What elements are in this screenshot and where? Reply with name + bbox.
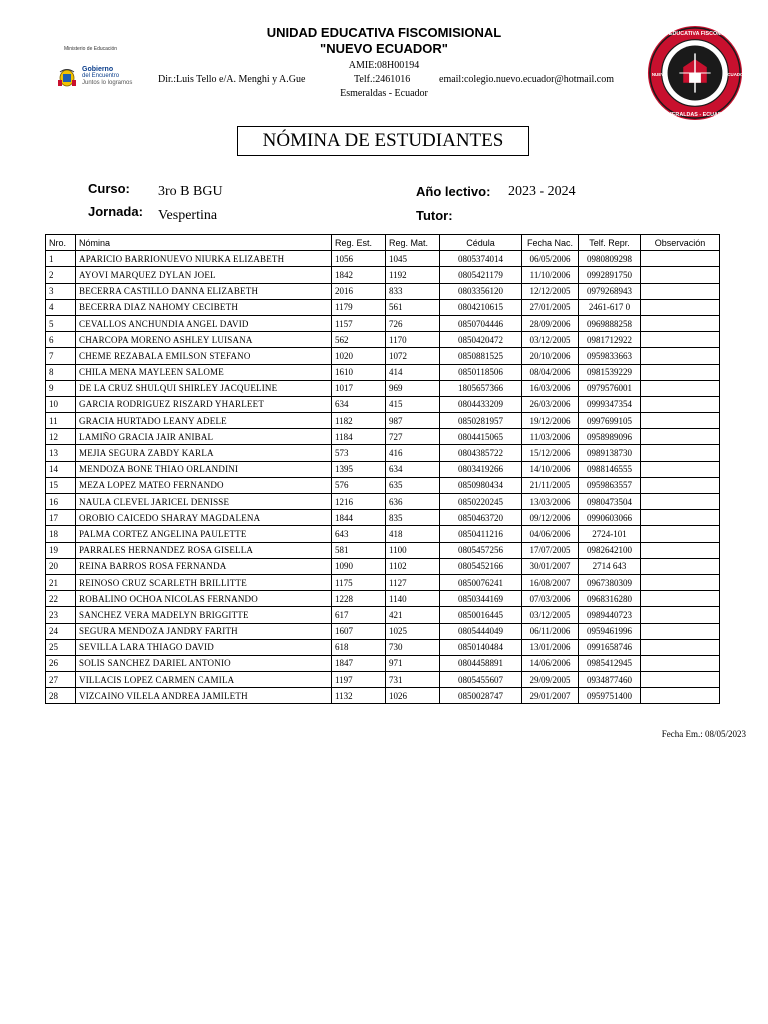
reg-est-cell: 1179: [332, 299, 386, 315]
row-number-cell: 13: [46, 445, 76, 461]
reg-mat-cell: 833: [386, 283, 440, 299]
cedula-cell: 0850704446: [440, 315, 522, 331]
reg-est-cell: 1184: [332, 429, 386, 445]
reg-est-cell: 634: [332, 396, 386, 412]
student-name-cell: CHEME REZABALA EMILSON STEFANO: [76, 348, 332, 364]
cedula-cell: 0850118506: [440, 364, 522, 380]
observacion-cell: [641, 429, 720, 445]
table-row: [46, 574, 720, 590]
row-number-cell: 7: [46, 348, 76, 364]
reg-est-cell: 1395: [332, 461, 386, 477]
curso-label: Curso:: [88, 181, 130, 196]
cedula-cell: 0804415065: [440, 429, 522, 445]
telf-repr-cell: 0989440723: [579, 607, 641, 623]
observacion-cell: [641, 655, 720, 671]
reg-est-cell: 581: [332, 542, 386, 558]
telf-repr-cell: 0980473504: [579, 494, 641, 510]
reg-mat-cell: 416: [386, 445, 440, 461]
reg-est-cell: 1228: [332, 591, 386, 607]
telf-repr-cell: 0990603066: [579, 510, 641, 526]
amie-code: AMIE:08H00194: [348, 60, 420, 71]
gobierno-tagline: Juntos lo logramos: [82, 80, 133, 86]
student-name-cell: SEVILLA LARA THIAGO DAVID: [76, 639, 332, 655]
student-name-cell: LAMIÑO GRACIA JAIR ANIBAL: [76, 429, 332, 445]
reg-est-cell: 1844: [332, 510, 386, 526]
svg-text:ESMERALDAS - ECUADOR: ESMERALDAS - ECUADOR: [660, 112, 730, 119]
cedula-cell: 0804458891: [440, 655, 522, 671]
reg-mat-cell: 1127: [386, 574, 440, 590]
table-row: [46, 623, 720, 639]
row-number-cell: 5: [46, 315, 76, 331]
student-name-cell: GARCIA RODRIGUEZ RISZARD YHARLEET: [76, 396, 332, 412]
cedula-cell: 0804210615: [440, 299, 522, 315]
telf-repr-cell: 0959461996: [579, 623, 641, 639]
row-number-cell: 25: [46, 639, 76, 655]
row-number-cell: 20: [46, 558, 76, 574]
fecha-emision: Fecha Em.: 08/05/2023: [661, 729, 746, 739]
cedula-cell: 0850140484: [440, 639, 522, 655]
observacion-cell: [641, 510, 720, 526]
student-name-cell: REINA BARROS ROSA FERNANDA: [76, 558, 332, 574]
observacion-cell: [641, 558, 720, 574]
table-row: [46, 477, 720, 493]
cedula-cell: 0850220245: [440, 494, 522, 510]
reg-mat-cell: 727: [386, 429, 440, 445]
fecha-nac-cell: 28/09/2006: [522, 315, 579, 331]
table-row: [46, 267, 720, 283]
reg-mat-cell: 421: [386, 607, 440, 623]
reg-mat-cell: 1102: [386, 558, 440, 574]
table-row: [46, 542, 720, 558]
observacion-cell: [641, 688, 720, 704]
observacion-cell: [641, 251, 720, 267]
fecha-nac-cell: 19/12/2006: [522, 413, 579, 429]
table-row: [46, 591, 720, 607]
telf-repr-cell: 0988146555: [579, 461, 641, 477]
reg-est-cell: 1216: [332, 494, 386, 510]
fecha-nac-cell: 11/10/2006: [522, 267, 579, 283]
cedula-cell: 0805421179: [440, 267, 522, 283]
telf-repr-cell: 0934877460: [579, 672, 641, 688]
row-number-cell: 23: [46, 607, 76, 623]
row-number-cell: 11: [46, 413, 76, 429]
observacion-cell: [641, 461, 720, 477]
table-row: [46, 461, 720, 477]
fecha-nac-cell: 27/01/2005: [522, 299, 579, 315]
reg-est-cell: 576: [332, 477, 386, 493]
fecha-nac-cell: 17/07/2005: [522, 542, 579, 558]
observacion-cell: [641, 445, 720, 461]
school-seal-icon: [646, 24, 747, 122]
cedula-cell: 0850463720: [440, 510, 522, 526]
observacion-cell: [641, 639, 720, 655]
row-number-cell: 10: [46, 396, 76, 412]
fecha-nac-cell: 21/11/2005: [522, 477, 579, 493]
student-name-cell: REINOSO CRUZ SCARLETH BRILLITTE: [76, 574, 332, 590]
student-name-cell: BECERRA CASTILLO DANNA ELIZABETH: [76, 283, 332, 299]
table-row: [46, 655, 720, 671]
school-email: email:colegio.nuevo.ecuador@hotmail.com: [439, 74, 614, 85]
school-city: Esmeraldas - Ecuador: [340, 88, 428, 99]
observacion-cell: [641, 591, 720, 607]
svg-text:NUEVO: NUEVO: [651, 71, 668, 77]
fecha-nac-cell: 15/12/2006: [522, 445, 579, 461]
fecha-nac-cell: 16/03/2006: [522, 380, 579, 396]
observacion-cell: [641, 267, 720, 283]
reg-est-cell: 1090: [332, 558, 386, 574]
telf-repr-cell: 0959863557: [579, 477, 641, 493]
student-name-cell: BECERRA DIAZ NAHOMY CECIBETH: [76, 299, 332, 315]
row-number-cell: 16: [46, 494, 76, 510]
observacion-cell: [641, 477, 720, 493]
observacion-cell: [641, 348, 720, 364]
telf-repr-cell: 0997699105: [579, 413, 641, 429]
reg-mat-cell: 1170: [386, 332, 440, 348]
cedula-cell: 0850028747: [440, 688, 522, 704]
row-number-cell: 1: [46, 251, 76, 267]
observacion-cell: [641, 299, 720, 315]
table-row: [46, 283, 720, 299]
table-row: [46, 251, 720, 267]
row-number-cell: 28: [46, 688, 76, 704]
gobierno-line2: del Encuentro: [82, 73, 120, 79]
column-header: Telf. Repr.: [579, 235, 641, 251]
document-title: NÓMINA DE ESTUDIANTES: [237, 126, 529, 156]
student-name-cell: MEZA LOPEZ MATEO FERNANDO: [76, 477, 332, 493]
student-name-cell: SEGURA MENDOZA JANDRY FARITH: [76, 623, 332, 639]
column-header: Reg. Est.: [332, 235, 386, 251]
cedula-cell: 0850881525: [440, 348, 522, 364]
reg-est-cell: 1020: [332, 348, 386, 364]
telf-repr-cell: 0992891750: [579, 267, 641, 283]
telf-repr-cell: 2714 643: [579, 558, 641, 574]
reg-mat-cell: 971: [386, 655, 440, 671]
fecha-nac-cell: 11/03/2006: [522, 429, 579, 445]
school-address: Dir.:Luis Tello e/A. Menghi y A.Gue: [158, 74, 306, 85]
reg-est-cell: 1610: [332, 364, 386, 380]
svg-text:ECUADOR: ECUADOR: [724, 71, 747, 77]
cedula-cell: 0850411216: [440, 526, 522, 542]
student-name-cell: CHILA MENA MAYLEEN SALOME: [76, 364, 332, 380]
reg-mat-cell: 835: [386, 510, 440, 526]
observacion-cell: [641, 672, 720, 688]
cedula-cell: 0850076241: [440, 574, 522, 590]
table-row: [46, 526, 720, 542]
observacion-cell: [641, 413, 720, 429]
reg-mat-cell: 634: [386, 461, 440, 477]
table-row: [46, 672, 720, 688]
table-row: [46, 445, 720, 461]
fecha-nac-cell: 13/03/2006: [522, 494, 579, 510]
school-name: UNIDAD EDUCATIVA FISCOMISIONAL: [266, 25, 502, 40]
reg-est-cell: 1842: [332, 267, 386, 283]
table-row: [46, 396, 720, 412]
row-number-cell: 4: [46, 299, 76, 315]
table-row: [46, 413, 720, 429]
reg-mat-cell: 1045: [386, 251, 440, 267]
reg-mat-cell: 731: [386, 672, 440, 688]
row-number-cell: 2: [46, 267, 76, 283]
telf-repr-cell: 0967380309: [579, 574, 641, 590]
roster-body: [46, 251, 720, 704]
fecha-nac-cell: 26/03/2006: [522, 396, 579, 412]
cedula-cell: 0850281957: [440, 413, 522, 429]
fecha-nac-cell: 03/12/2005: [522, 607, 579, 623]
student-name-cell: CHARCOPA MORENO ASHLEY LUISANA: [76, 332, 332, 348]
ministry-label: Ministerio de Educación: [64, 46, 118, 52]
fecha-nac-cell: 14/06/2006: [522, 655, 579, 671]
telf-repr-cell: 0981712922: [579, 332, 641, 348]
cedula-cell: 0805457256: [440, 542, 522, 558]
reg-mat-cell: 418: [386, 526, 440, 542]
row-number-cell: 22: [46, 591, 76, 607]
table-row: [46, 688, 720, 704]
fecha-nac-cell: 29/01/2007: [522, 688, 579, 704]
telf-repr-cell: 0979268943: [579, 283, 641, 299]
reg-mat-cell: 1100: [386, 542, 440, 558]
row-number-cell: 18: [46, 526, 76, 542]
table-row: [46, 380, 720, 396]
anio-lectivo-value: 2023 - 2024: [508, 184, 576, 199]
telf-repr-cell: 0989138730: [579, 445, 641, 461]
reg-est-cell: 1847: [332, 655, 386, 671]
observacion-cell: [641, 364, 720, 380]
anio-lectivo-label: Año lectivo:: [416, 184, 491, 199]
cedula-cell: 0850980434: [440, 477, 522, 493]
telf-repr-cell: 0982642100: [579, 542, 641, 558]
telf-repr-cell: 0958989096: [579, 429, 641, 445]
table-header-row: [46, 235, 720, 251]
gobierno-line1: Gobierno: [82, 66, 114, 73]
column-header: Nómina: [76, 235, 332, 251]
observacion-cell: [641, 623, 720, 639]
telf-repr-cell: 0959751400: [579, 688, 641, 704]
table-row: [46, 364, 720, 380]
observacion-cell: [641, 315, 720, 331]
table-row: [46, 332, 720, 348]
row-number-cell: 17: [46, 510, 76, 526]
row-number-cell: 6: [46, 332, 76, 348]
telf-repr-cell: 2724-101: [579, 526, 641, 542]
student-name-cell: CEVALLOS ANCHUNDIA ANGEL DAVID: [76, 315, 332, 331]
row-number-cell: 21: [46, 574, 76, 590]
observacion-cell: [641, 574, 720, 590]
school-subtitle: "NUEVO ECUADOR": [320, 41, 448, 56]
cedula-cell: 0803419266: [440, 461, 522, 477]
column-header: Fecha Nac.: [522, 235, 579, 251]
cedula-cell: 0803356120: [440, 283, 522, 299]
reg-mat-cell: 730: [386, 639, 440, 655]
reg-mat-cell: 1192: [386, 267, 440, 283]
jornada-label: Jornada:: [88, 204, 143, 219]
cedula-cell: 0805452166: [440, 558, 522, 574]
reg-est-cell: 1175: [332, 574, 386, 590]
school-phone: Telf.:2461016: [354, 74, 411, 85]
row-number-cell: 27: [46, 672, 76, 688]
student-name-cell: GRACIA HURTADO LEANY ADELE: [76, 413, 332, 429]
table-row: [46, 429, 720, 445]
fecha-nac-cell: 14/10/2006: [522, 461, 579, 477]
observacion-cell: [641, 380, 720, 396]
reg-est-cell: 573: [332, 445, 386, 461]
fecha-nac-cell: 16/08/2007: [522, 574, 579, 590]
student-name-cell: NAULA CLEVEL JARICEL DENISSE: [76, 494, 332, 510]
reg-est-cell: 1157: [332, 315, 386, 331]
cedula-cell: 0804385722: [440, 445, 522, 461]
fecha-nac-cell: 20/10/2006: [522, 348, 579, 364]
tutor-label: Tutor:: [416, 208, 453, 223]
table-row: [46, 510, 720, 526]
observacion-cell: [641, 542, 720, 558]
row-number-cell: 12: [46, 429, 76, 445]
reg-mat-cell: 415: [386, 396, 440, 412]
reg-mat-cell: 1140: [386, 591, 440, 607]
student-name-cell: MENDOZA BONE THIAO ORLANDINI: [76, 461, 332, 477]
reg-mat-cell: 969: [386, 380, 440, 396]
telf-repr-cell: 0959833663: [579, 348, 641, 364]
fecha-nac-cell: 29/09/2005: [522, 672, 579, 688]
column-header: Observación: [641, 235, 720, 251]
column-header: Nro.: [46, 235, 76, 251]
fecha-nac-cell: 12/12/2005: [522, 283, 579, 299]
cedula-cell: 0850420472: [440, 332, 522, 348]
fecha-nac-cell: 04/06/2006: [522, 526, 579, 542]
reg-est-cell: 562: [332, 332, 386, 348]
row-number-cell: 15: [46, 477, 76, 493]
student-roster-table: [45, 234, 720, 704]
reg-mat-cell: 561: [386, 299, 440, 315]
table-row: [46, 639, 720, 655]
fecha-nac-cell: 06/05/2006: [522, 251, 579, 267]
fecha-nac-cell: 30/01/2007: [522, 558, 579, 574]
cedula-cell: 0804433209: [440, 396, 522, 412]
student-name-cell: AYOVI MARQUEZ DYLAN JOEL: [76, 267, 332, 283]
reg-mat-cell: 636: [386, 494, 440, 510]
fecha-nac-cell: 03/12/2005: [522, 332, 579, 348]
fecha-nac-cell: 09/12/2006: [522, 510, 579, 526]
observacion-cell: [641, 607, 720, 623]
observacion-cell: [641, 332, 720, 348]
observacion-cell: [641, 396, 720, 412]
student-name-cell: MEJIA SEGURA ZABDY KARLA: [76, 445, 332, 461]
row-number-cell: 26: [46, 655, 76, 671]
telf-repr-cell: 0969888258: [579, 315, 641, 331]
telf-repr-cell: 0999347354: [579, 396, 641, 412]
student-name-cell: PALMA CORTEZ ANGELINA PAULETTE: [76, 526, 332, 542]
row-number-cell: 3: [46, 283, 76, 299]
table-row: [46, 494, 720, 510]
reg-est-cell: 2016: [332, 283, 386, 299]
row-number-cell: 14: [46, 461, 76, 477]
telf-repr-cell: 2461-617 0: [579, 299, 641, 315]
telf-repr-cell: 0981539229: [579, 364, 641, 380]
cedula-cell: 0805374014: [440, 251, 522, 267]
reg-mat-cell: 1026: [386, 688, 440, 704]
telf-repr-cell: 0979576001: [579, 380, 641, 396]
telf-repr-cell: 0968316280: [579, 591, 641, 607]
cedula-cell: 0805455607: [440, 672, 522, 688]
table-row: [46, 315, 720, 331]
reg-est-cell: 1056: [332, 251, 386, 267]
cedula-cell: 0850016445: [440, 607, 522, 623]
observacion-cell: [641, 283, 720, 299]
reg-est-cell: 618: [332, 639, 386, 655]
fecha-nac-cell: 07/03/2006: [522, 591, 579, 607]
cedula-cell: 0805444049: [440, 623, 522, 639]
table-row: [46, 558, 720, 574]
reg-est-cell: 643: [332, 526, 386, 542]
telf-repr-cell: 0991658746: [579, 639, 641, 655]
row-number-cell: 24: [46, 623, 76, 639]
reg-est-cell: 1132: [332, 688, 386, 704]
telf-repr-cell: 0980809298: [579, 251, 641, 267]
row-number-cell: 19: [46, 542, 76, 558]
ecuador-coat-of-arms-icon: [56, 68, 78, 88]
table-row: [46, 607, 720, 623]
reg-est-cell: 1607: [332, 623, 386, 639]
column-header: Reg. Mat.: [386, 235, 440, 251]
reg-est-cell: 1197: [332, 672, 386, 688]
student-name-cell: OROBIO CAICEDO SHARAY MAGDALENA: [76, 510, 332, 526]
telf-repr-cell: 0985412945: [579, 655, 641, 671]
reg-est-cell: 1017: [332, 380, 386, 396]
fecha-nac-cell: 08/04/2006: [522, 364, 579, 380]
reg-mat-cell: 414: [386, 364, 440, 380]
row-number-cell: 9: [46, 380, 76, 396]
table-row: [46, 348, 720, 364]
jornada-value: Vespertina: [158, 208, 218, 223]
reg-mat-cell: 1025: [386, 623, 440, 639]
student-name-cell: APARICIO BARRIONUEVO NIURKA ELIZABETH: [76, 251, 332, 267]
student-name-cell: VIZCAINO VILELA ANDREA JAMILETH: [76, 688, 332, 704]
student-name-cell: VILLACIS LOPEZ CARMEN CAMILA: [76, 672, 332, 688]
student-name-cell: ROBALINO OCHOA NICOLAS FERNANDO: [76, 591, 332, 607]
student-name-cell: SOLIS SANCHEZ DARIEL ANTONIO: [76, 655, 332, 671]
observacion-cell: [641, 494, 720, 510]
reg-mat-cell: 987: [386, 413, 440, 429]
reg-est-cell: 1182: [332, 413, 386, 429]
row-number-cell: 8: [46, 364, 76, 380]
reg-mat-cell: 1072: [386, 348, 440, 364]
reg-mat-cell: 726: [386, 315, 440, 331]
curso-value: 3ro B BGU: [158, 184, 223, 199]
table-row: [46, 299, 720, 315]
column-header: Cédula: [440, 235, 522, 251]
svg-text:UNIDAD EDUCATIVA FISCOMISIONAL: UNIDAD EDUCATIVA FISCOMISIONAL: [646, 30, 744, 37]
cedula-cell: 1805657366: [440, 380, 522, 396]
fecha-nac-cell: 06/11/2006: [522, 623, 579, 639]
reg-est-cell: 617: [332, 607, 386, 623]
observacion-cell: [641, 526, 720, 542]
student-name-cell: DE LA CRUZ SHULQUI SHIRLEY JACQUELINE: [76, 380, 332, 396]
fecha-nac-cell: 13/01/2006: [522, 639, 579, 655]
student-name-cell: PARRALES HERNANDEZ ROSA GISELLA: [76, 542, 332, 558]
cedula-cell: 0850344169: [440, 591, 522, 607]
reg-mat-cell: 635: [386, 477, 440, 493]
student-name-cell: SANCHEZ VERA MADELYN BRIGGITTE: [76, 607, 332, 623]
